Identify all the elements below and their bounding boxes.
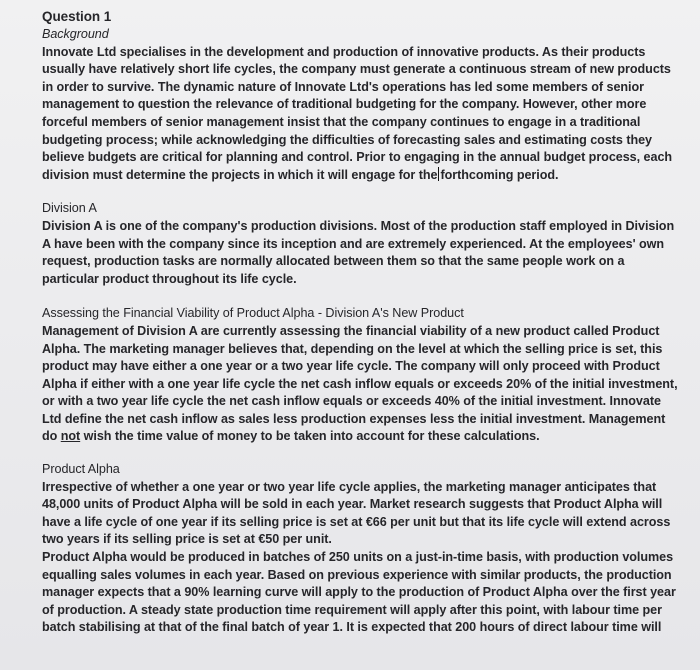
paragraph-line	[42, 167, 690, 185]
division-a-heading: Division A	[42, 201, 97, 216]
product-alpha-section	[42, 461, 690, 637]
text-run: do	[42, 429, 61, 444]
background-heading: Background	[42, 27, 109, 41]
paragraph-line: budgeting process; while acknowledging the difficulties of forecasting sales and estimating costs they	[42, 132, 653, 147]
paragraph-line: Division A is one of the company's production divisions. Most of the production staff employed in Division	[42, 218, 675, 233]
paragraph-line: 48,000 units of Product Alpha will be sold in each year. Market research suggests that Product Alpha will	[42, 497, 663, 512]
text-run: division must determine the projects in which it will engage for the	[42, 167, 438, 182]
paragraph-line: management to question the relevance of traditional budgeting for the company. However, other more	[42, 97, 647, 112]
paragraph-line: Product Alpha would be produced in batches of 250 units on a just-in-time basis, with production volumes	[42, 550, 674, 565]
paragraph-line: have a life cycle of one year if its selling price is set at €66 per unit but that its life cycle will extend across	[42, 514, 671, 529]
text-run: wish the time value of money to be taken into account for these calculations.	[80, 429, 540, 444]
paragraph-line: usually have relatively short life cycles, the company must generate a continuous stream of new products	[42, 62, 671, 77]
division-a-section	[42, 200, 690, 288]
paragraph-line: manager expects that a 90% learning curve will apply to the production of Product Alpha over the first year	[42, 585, 676, 600]
paragraph-line: of production. A steady state production time requirement will apply after this point, with labour time per	[42, 602, 662, 617]
question-title: Question 1	[42, 9, 112, 24]
assessing-section	[42, 305, 690, 446]
paragraph-line: batch stabilising at that of the final batch of year 1. It is expected that 200 hours of direct labour time will	[42, 620, 662, 635]
paragraph-line: request, production tasks are normally allocated between them so that the same people work on a	[42, 254, 625, 269]
background-paragraph	[42, 44, 690, 185]
paragraph-line: A have been with the company since its inception and are extremely experienced. At the employees' own	[42, 236, 664, 251]
paragraph-line: believe budgets are critical for planning and control. Prior to engaging in the annual budget process, each	[42, 150, 673, 165]
assessing-heading: Assessing the Financial Viability of Product Alpha - Division A's New Product	[42, 306, 464, 321]
paragraph-line	[42, 428, 690, 446]
paragraph-line: or with a two year life cycle the net cash inflow equals or exceeds 40% of the initial investment. Innovate	[42, 394, 661, 409]
paragraph-line: particular product throughout its life cycle.	[42, 271, 297, 286]
product-alpha-heading: Product Alpha	[42, 462, 120, 477]
underlined-word: not	[60, 429, 81, 444]
paragraph-line: Ltd define the net cash inflow as sales less production expenses less the initial investment. Management	[42, 411, 666, 426]
paragraph-line: Irrespective of whether a one year or two year life cycle applies, the marketing manager anticipates that	[42, 479, 657, 494]
paragraph-line: two years if its selling price is set at €50 per unit.	[42, 532, 332, 547]
paragraph-line: product may have either a one year or a two year life cycle. The company will only proceed with Product	[42, 359, 660, 374]
paragraph-line: equalling sales volumes in each year. Based on previous experience with similar products, the production	[42, 567, 672, 582]
paragraph-line: Innovate Ltd specialises in the development and production of innovative products. As their products	[42, 44, 646, 59]
paragraph-line: Alpha. The marketing manager believes that, depending on the level at which the selling price is set, this	[42, 341, 663, 356]
paragraph-line: Management of Division A are currently assessing the financial viability of a new product called Product	[42, 323, 660, 338]
paragraph-line: forceful members of senior management insist that the company continues to engage in a traditional	[42, 114, 641, 129]
paragraph-line: in order to survive. The dynamic nature of Innovate Ltd's operations has led some members of senior	[42, 79, 644, 94]
paragraph-line: Alpha if either with a one year life cycle the net cash inflow equals or exceeds 20% of the initial investment,	[42, 376, 678, 391]
text-run: forthcoming period.	[440, 167, 559, 182]
